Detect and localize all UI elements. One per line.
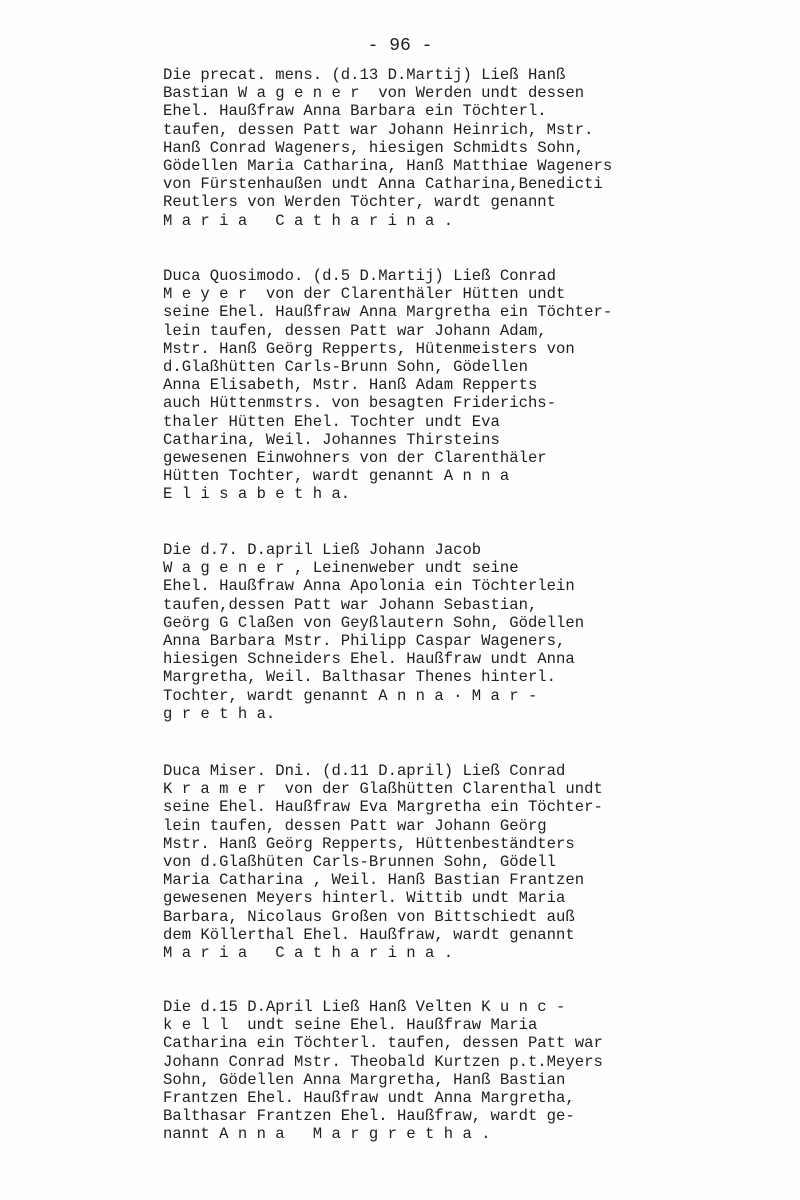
entry-line: auch Hüttenmstrs. von besagten Friderichs-: [163, 394, 557, 413]
entry-line: nannt A n n a M a r g r e t h a .: [163, 1125, 491, 1144]
entry-line: Anna Barbara Mstr. Philipp Caspar Wageners,: [163, 632, 566, 651]
entry-line: von Fürstenhaußen undt Anna Catharina,Benedicti: [163, 175, 603, 194]
entry-line: Ehel. Haußfraw Anna Barbara ein Töchterl.: [163, 102, 547, 121]
baptism-entry-5: [163, 998, 783, 1144]
entry-line: Duca Miser. Dni. (d.11 D.april) Ließ Conrad: [163, 762, 566, 780]
entry-line: Ehel. Haußfraw Anna Apolonia ein Töchterlein: [163, 577, 575, 596]
entry-line: taufen, dessen Patt war Johann Heinrich, Mstr.: [163, 120, 594, 139]
entry-line: Mstr. Hanß Geörg Repperts, Hüttenbeständters: [163, 834, 575, 853]
entry-line: Hütten Tochter, wardt genannt A n n a: [163, 467, 510, 486]
entry-line: Barbara, Nicolaus Großen von Bittschiedt auß: [163, 907, 575, 926]
entry-line: K r a m e r von der Glaßhütten Clarenthal undt: [163, 780, 603, 799]
entry-line: Catharina ein Töchterl. taufen, dessen Patt war: [163, 1034, 603, 1053]
entry-line: E l i s a b e t h a.: [163, 485, 351, 504]
entry-line: lein taufen, dessen Patt war Johann Adam,: [163, 321, 547, 340]
entry-line: Hanß Conrad Wageners, hiesigen Schmidts Sohn,: [163, 138, 585, 157]
entry-line: Sohn, Gödellen Anna Margretha, Hanß Bastian: [163, 1070, 566, 1089]
entry-line: Geörg G Claßen von Geyßlautern Sohn, Gödellen: [163, 613, 585, 632]
entry-line: d.Glaßhütten Carls-Brunn Sohn, Gödellen: [163, 358, 528, 377]
entry-line: g r e t h a.: [163, 704, 276, 723]
entry-line: Anna Elisabeth, Mstr. Hanß Adam Repperts: [163, 376, 538, 395]
entry-line: M a r i a C a t h a r i n a .: [163, 211, 454, 230]
entry-line: Johann Conrad Mstr. Theobald Kurtzen p.t.Meyers: [163, 1052, 603, 1071]
entry-line: gewesenen Einwohners von der Clarenthäler: [163, 449, 547, 468]
entry-line: Die d.15 D.April Ließ Hanß Velten K u n c -: [163, 998, 566, 1016]
entry-line: Catharina, Weil. Johannes Thirsteins: [163, 430, 500, 449]
entry-line: Die precat. mens. (d.13 D.Martij) Ließ Hanß: [163, 66, 566, 84]
baptism-entry-1: [163, 66, 783, 230]
entry-line: M e y e r von der Clarenthäler Hütten undt: [163, 285, 566, 304]
entry-line: Die d.7. D.april Ließ Johann Jacob: [163, 541, 482, 559]
entry-line: von d.Glaßhüten Carls-Brunnen Sohn, Gödell: [163, 853, 557, 872]
entry-line: M a r i a C a t h a r i n a .: [163, 944, 454, 963]
entry-line: thaler Hütten Ehel. Tochter undt Eva: [163, 412, 500, 431]
entry-line: Tochter, wardt genannt A n n a · M a r -: [163, 686, 538, 705]
entry-line: Duca Quosimodo. (d.5 D.Martij) Ließ Conrad: [163, 267, 557, 285]
entry-line: taufen,dessen Patt war Johann Sebastian,: [163, 595, 538, 614]
entry-line: seine Ehel. Haußfraw Eva Margretha ein Töchter-: [163, 798, 603, 817]
baptism-entry-4: [163, 762, 783, 962]
entry-line: Balthasar Frantzen Ehel. Haußfraw, wardt ge-: [163, 1107, 575, 1126]
entry-line: dem Köllerthal Ehel. Haußfraw, wardt genannt: [163, 925, 575, 944]
entry-line: gewesenen Meyers hinterl. Wittib undt Maria: [163, 889, 566, 908]
entry-line: hiesigen Schneiders Ehel. Haußfraw undt Anna: [163, 650, 575, 669]
entry-line: seine Ehel. Haußfraw Anna Margretha ein Töchter-: [163, 303, 613, 322]
entry-line: k e l l undt seine Ehel. Haußfraw Maria: [163, 1016, 538, 1035]
entry-line: Frantzen Ehel. Haußfraw undt Anna Margretha,: [163, 1089, 575, 1108]
entry-line: Maria Catharina , Weil. Hanß Bastian Frantzen: [163, 871, 585, 890]
entry-line: Gödellen Maria Catharina, Hanß Matthiae Wageners: [163, 157, 613, 176]
page-number: - 96 -: [367, 36, 433, 56]
entry-line: W a g e n e r , Leinenweber undt seine: [163, 559, 519, 578]
entry-line: Margretha, Weil. Balthasar Thenes hinterl.: [163, 668, 557, 687]
baptism-entry-2: [163, 267, 783, 504]
entry-line: Mstr. Hanß Geörg Repperts, Hütenmeisters von: [163, 339, 575, 358]
entry-line: lein taufen, dessen Patt war Johann Geörg: [163, 816, 547, 835]
baptism-entry-3: [163, 541, 783, 723]
entry-line: Reutlers von Werden Töchter, wardt genannt: [163, 193, 557, 212]
entry-line: Bastian W a g e n e r von Werden undt dessen: [163, 84, 585, 103]
